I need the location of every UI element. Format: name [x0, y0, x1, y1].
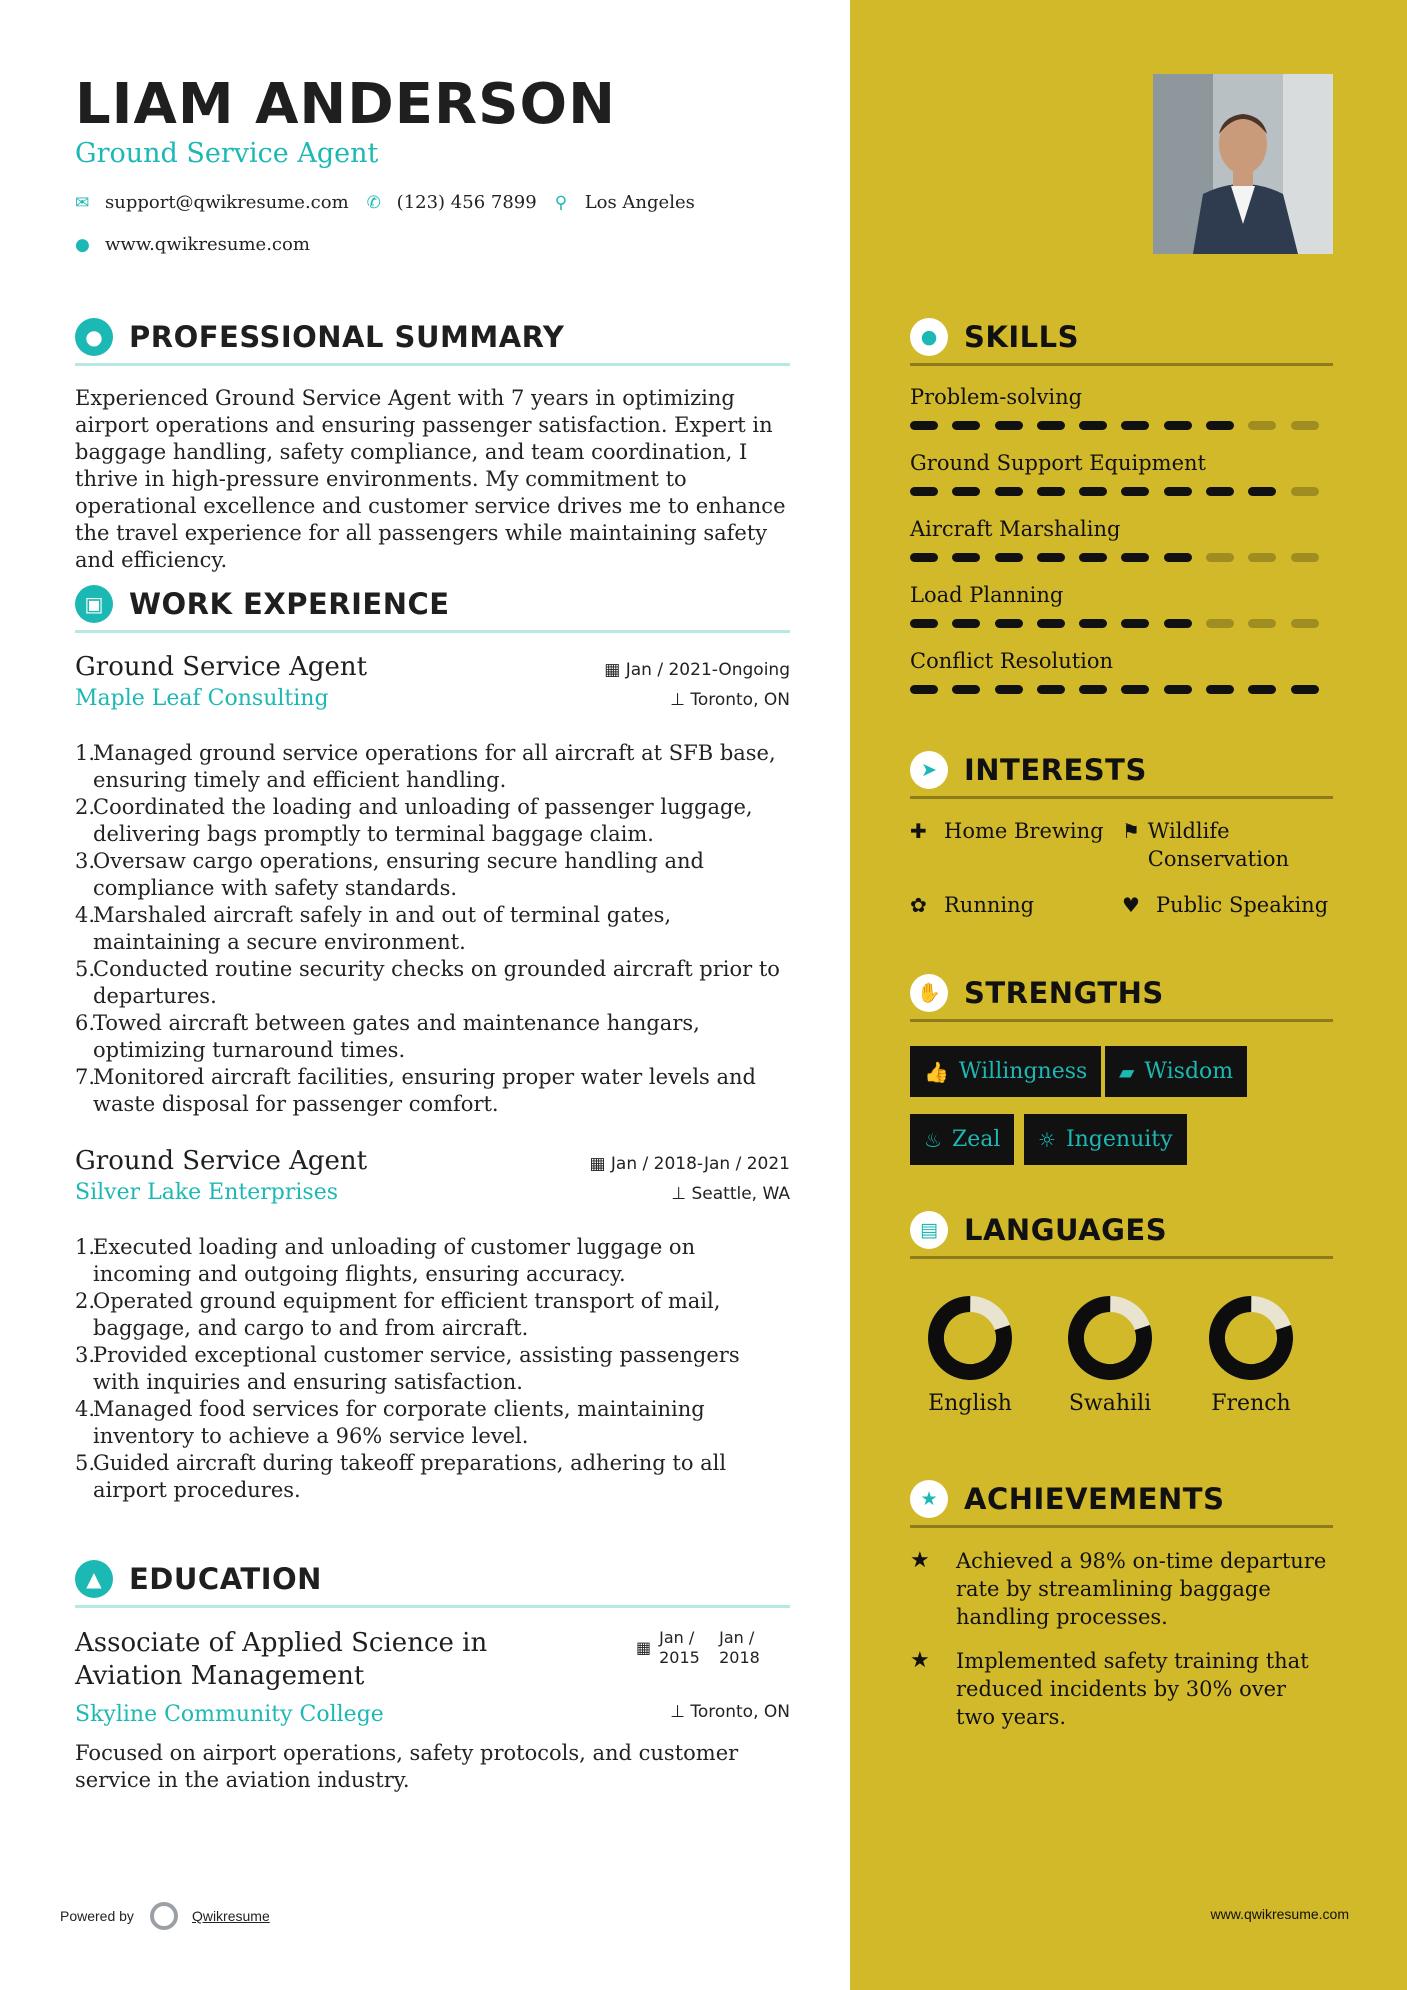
skill-dash [1121, 685, 1149, 694]
achievement-text: Achieved a 98% on-time departure rate by streamlining baggage handling processes. [956, 1549, 1327, 1629]
calendar-icon: ▦ [636, 1638, 652, 1657]
job-title: Ground Service Agent [75, 652, 368, 682]
skill-dash [1079, 685, 1107, 694]
job-date [589, 1154, 790, 1174]
strength-label: Ingenuity [1065, 1127, 1173, 1152]
skill-dash [952, 421, 980, 430]
language-item [1201, 1293, 1301, 1416]
user-icon: ● [75, 318, 113, 356]
language-name: Swahili [1068, 1391, 1152, 1416]
heartbeat-icon: ♥ [1122, 893, 1140, 917]
list-item: 3. Oversaw cargo operations, ensuring secure handling and compliance with safety standards. [75, 849, 704, 900]
skill-dash [1206, 619, 1234, 628]
phone-text[interactable]: (123) 456 7899 [396, 192, 537, 213]
candidate-name: LIAM ANDERSON [75, 72, 616, 137]
language-donut [1065, 1293, 1155, 1383]
job-location [671, 1184, 790, 1204]
flag-icon: ⚑ [1122, 819, 1140, 843]
donut-fill [927, 1295, 1013, 1381]
lightbulb-icon: ● [910, 318, 948, 356]
skills-title: SKILLS [964, 319, 1079, 354]
skill-dash [995, 685, 1023, 694]
skill-dash [1037, 487, 1065, 496]
skill-dash [910, 487, 938, 496]
list-item: 5. Conducted routine security checks on grounded aircraft prior to departures. [75, 957, 780, 1008]
skill-level-bar [910, 685, 1333, 694]
location-text: Los Angeles [584, 192, 695, 213]
paper-plane-icon: ➤ [910, 751, 948, 789]
skill-dash [1121, 553, 1149, 562]
contact-row [75, 192, 713, 213]
job-date [604, 660, 790, 680]
skill-dash [1291, 553, 1319, 562]
skill-dash [910, 553, 938, 562]
skill-dash [1079, 421, 1107, 430]
pin-icon: ⊥ [671, 1184, 692, 1204]
shooting-star-icon: ★ [910, 1648, 930, 1673]
education-location [670, 1702, 790, 1722]
skill-item [910, 583, 1333, 628]
donut-fill [1208, 1295, 1294, 1381]
skill-dash [910, 421, 938, 430]
work-heading [75, 577, 790, 633]
languages-title: LANGUAGES [964, 1212, 1168, 1247]
education-location-text: Toronto, ON [690, 1702, 790, 1722]
brand-link[interactable]: Qwikresume [191, 1908, 270, 1924]
interests-heading [910, 743, 1333, 799]
paw-icon: ✿ [910, 893, 927, 917]
education-title: EDUCATION [129, 1561, 322, 1596]
phone-icon: ✆ [366, 192, 381, 213]
list-item: 4. Marshaled aircraft safely in and out of terminal gates, maintaining a secure environment. [75, 903, 672, 954]
skill-name: Conflict Resolution [910, 649, 1114, 673]
skill-dash [910, 619, 938, 628]
job-location-text: Toronto, ON [690, 690, 790, 710]
portrait-image [1153, 74, 1333, 254]
summary-title: PROFESSIONAL SUMMARY [129, 319, 565, 354]
job-bullets [75, 1234, 790, 1504]
profile-photo [1153, 74, 1333, 254]
interest-label: Home Brewing [944, 819, 1104, 843]
education-dates [636, 1628, 779, 1668]
skill-dash [1164, 421, 1192, 430]
candidate-title: Ground Service Agent [75, 138, 379, 169]
strength-tag [1024, 1114, 1187, 1165]
skill-dash [952, 487, 980, 496]
email-text[interactable]: support@qwikresume.com [105, 192, 349, 213]
strength-tag [910, 1046, 1101, 1097]
strength-label: Wisdom [1144, 1059, 1234, 1084]
skill-dash [1291, 619, 1319, 628]
list-item: 2. Coordinated the loading and unloading of passenger luggage, delivering bags promptly to terminal baggage claim. [75, 795, 753, 846]
skill-dash [1079, 487, 1107, 496]
skill-dash [1164, 487, 1192, 496]
achievement-text: Implemented safety training that reduced incidents by 30% over two years. [956, 1649, 1309, 1729]
skill-dash [1248, 421, 1276, 430]
languages-heading [910, 1203, 1333, 1259]
skill-dash [995, 553, 1023, 562]
skill-item [910, 385, 1333, 430]
language-item [920, 1293, 1020, 1416]
skill-dash [1037, 421, 1065, 430]
strength-label: Zeal [951, 1127, 1001, 1152]
skill-dash [1079, 553, 1107, 562]
list-item: 2. Operated ground equipment for efficient transport of mail, baggage, and cargo to and from aircraft. [75, 1289, 721, 1340]
strengths-heading [910, 966, 1333, 1022]
footer-powered-by [60, 1902, 270, 1930]
list-item: 4. Managed food services for corporate clients, maintaining inventory to achieve a 96% service level. [75, 1397, 705, 1448]
skill-dash [995, 487, 1023, 496]
thumbs-up-icon: 👍 [924, 1059, 949, 1084]
skill-dash [952, 619, 980, 628]
website-text[interactable]: www.qwikresume.com [105, 234, 310, 255]
interest-label: Running [944, 893, 1035, 917]
calendar-icon: ▦ [604, 660, 626, 680]
skill-dash [1037, 553, 1065, 562]
job-date-text: Jan / 2018-Jan / 2021 [610, 1154, 790, 1174]
pin-icon: ⊥ [670, 1702, 691, 1722]
skill-dash [1248, 619, 1276, 628]
strength-tag [1105, 1046, 1247, 1097]
book-icon: ▰ [1119, 1059, 1135, 1084]
education-end: Jan / 2018 [719, 1628, 760, 1667]
interest-item [910, 817, 1110, 845]
skill-dash [1121, 421, 1149, 430]
briefcase-icon: ▣ [75, 585, 113, 623]
skill-dash [1248, 553, 1276, 562]
strength-label: Willingness [958, 1059, 1088, 1084]
qwikresume-logo-icon [150, 1902, 178, 1930]
skill-name: Problem-solving [910, 385, 1083, 409]
skill-dash [1248, 685, 1276, 694]
achievement-item [910, 1647, 1330, 1731]
skill-dash [1164, 685, 1192, 694]
achievements-heading [910, 1472, 1333, 1528]
skill-level-bar [910, 421, 1333, 430]
calendar-icon: ▦ [589, 1154, 611, 1174]
shooting-star-icon: ★ [910, 1548, 930, 1573]
skill-dash [995, 421, 1023, 430]
skill-name: Load Planning [910, 583, 1064, 607]
list-item: 3. Provided exceptional customer service, assisting passengers with inquiries and ensuring satisfaction. [75, 1343, 740, 1394]
job-title: Ground Service Agent [75, 1146, 368, 1176]
interest-label: Public Speaking [1156, 893, 1329, 917]
footer-website[interactable]: www.qwikresume.com [1210, 1906, 1349, 1922]
list-item: 6. Towed aircraft between gates and maintenance hangars, optimizing turnaround times. [75, 1011, 700, 1062]
website-row [75, 234, 328, 255]
skill-dash [952, 685, 980, 694]
hand-icon: ✋ [910, 974, 948, 1012]
translate-icon: ▤ [910, 1211, 948, 1249]
list-item: 7. Monitored aircraft facilities, ensuring proper water levels and waste disposal for passenger comfort. [75, 1065, 756, 1116]
language-name: English [928, 1391, 1012, 1416]
skill-dash [1121, 619, 1149, 628]
flame-icon: ♨ [924, 1127, 942, 1152]
degree-title: Associate of Applied Science in Aviation Management [75, 1628, 488, 1691]
job-bullets [75, 740, 790, 1118]
summary-text: Experienced Ground Service Agent with 7 years in optimizing airport operations and ensuring passenger satisfaction. Expert in baggage handling, safety compliance, and team coordination, I thrive in high-pressure environments. My commitment to operational excellence and customer service drives me to enhance the travel experience for all passengers while maintaining safety and efficiency. [75, 386, 786, 572]
interest-item [910, 891, 1110, 919]
skill-dash [1079, 619, 1107, 628]
interests-title: INTERESTS [964, 752, 1147, 787]
language-item [1060, 1293, 1160, 1416]
school-name: Skyline Community College [75, 1702, 384, 1727]
work-title: WORK EXPERIENCE [129, 586, 450, 621]
interest-item [1122, 817, 1322, 873]
language-donut [1206, 1293, 1296, 1383]
puzzle-icon: ✚ [910, 819, 927, 843]
skill-dash [910, 685, 938, 694]
job-entry [75, 652, 790, 1118]
graduate-icon: ▲ [75, 1560, 113, 1598]
job-location-text: Seattle, WA [691, 1184, 790, 1204]
interest-label: Wildlife Conservation [1147, 819, 1289, 871]
language-donut [925, 1293, 1015, 1383]
globe-icon: ● [75, 234, 90, 255]
summary-heading [75, 310, 790, 366]
powered-by-text: Powered by [60, 1908, 134, 1924]
list-item: 1. Executed loading and unloading of customer luggage on incoming and outgoing flights, ensuring accuracy. [75, 1235, 696, 1286]
skill-level-bar [910, 553, 1333, 562]
skill-dash [1164, 553, 1192, 562]
job-company: Silver Lake Enterprises [75, 1180, 339, 1205]
skill-dash [1291, 421, 1319, 430]
list-item: 5. Guided aircraft during takeoff preparations, adhering to all airport procedures. [75, 1451, 727, 1502]
education-description: Focused on airport operations, safety protocols, and customer service in the aviation industry. [75, 1741, 739, 1792]
star-icon: ★ [910, 1480, 948, 1518]
language-name: French [1211, 1391, 1291, 1416]
strength-tag [910, 1114, 1014, 1165]
skill-dash [1037, 619, 1065, 628]
list-item: 1. Managed ground service operations for all aircraft at SFB base, ensuring timely and efficient handling. [75, 741, 776, 792]
location-pin-icon: ⚲ [554, 192, 568, 213]
skill-dash [995, 619, 1023, 628]
skill-item [910, 517, 1333, 562]
donut-fill [1067, 1295, 1153, 1381]
skill-dash [952, 553, 980, 562]
skills-heading [910, 310, 1333, 366]
job-location [670, 690, 790, 710]
job-date-text: Jan / 2021-Ongoing [625, 660, 790, 680]
education-start: Jan / 2015 [659, 1628, 700, 1667]
achievement-item [910, 1547, 1330, 1631]
achievements-title: ACHIEVEMENTS [964, 1481, 1225, 1516]
skill-level-bar [910, 487, 1333, 496]
skill-name: Ground Support Equipment [910, 451, 1206, 475]
strengths-title: STRENGTHS [964, 975, 1164, 1010]
skill-item [910, 649, 1333, 694]
skill-dash [1291, 685, 1319, 694]
skill-dash [1206, 487, 1234, 496]
skill-dash [1206, 421, 1234, 430]
job-entry [75, 1146, 790, 1504]
email-icon: ✉ [75, 192, 90, 213]
skill-dash [1206, 685, 1234, 694]
skill-item [910, 451, 1333, 496]
skill-dash [1206, 553, 1234, 562]
skill-dash [1248, 487, 1276, 496]
skill-dash [1121, 487, 1149, 496]
skill-level-bar [910, 619, 1333, 628]
education-heading [75, 1552, 790, 1608]
skill-name: Aircraft Marshaling [910, 517, 1121, 541]
lightbulb-icon: ☼ [1038, 1127, 1056, 1152]
skill-dash [1291, 487, 1319, 496]
job-company: Maple Leaf Consulting [75, 686, 329, 711]
skill-dash [1164, 619, 1192, 628]
skill-dash [1037, 685, 1065, 694]
interest-item [1122, 891, 1342, 919]
pin-icon: ⊥ [670, 690, 691, 710]
